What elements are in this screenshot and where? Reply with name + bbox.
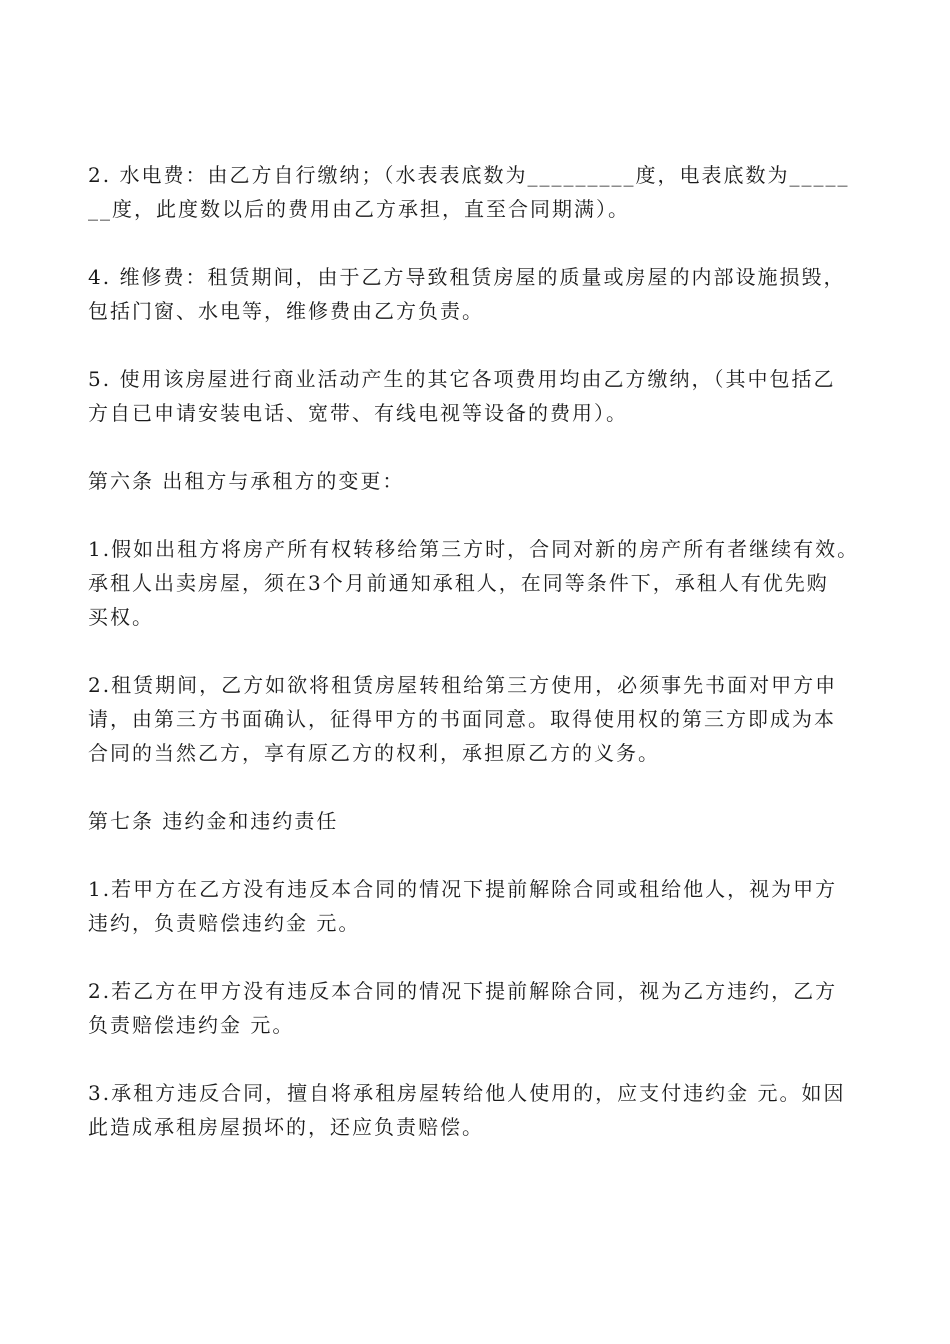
- text-line: 买权。: [88, 605, 154, 629]
- document-page: [88, 158, 878, 1178]
- text-line: 5. 使用该房屋进行商业活动产生的其它各项费用均由乙方缴纳，（其中包括乙: [88, 367, 836, 391]
- text-line: 此造成承租房屋损坏的，还应负责赔偿。: [88, 1115, 484, 1139]
- text-line: 2.租赁期间，乙方如欲将租赁房屋转租给第三方使用，必须事先书面对甲方申: [88, 673, 838, 697]
- utilities-clause: [88, 158, 878, 226]
- text-line: 3.承租方违反合同，擅自将承租房屋转给他人使用的，应支付违约金 元。如因: [88, 1081, 846, 1105]
- text-line: 1.假如出租方将房产所有权转移给第三方时，合同对新的房产所有者继续有效。: [88, 537, 860, 561]
- text-line: 违约，负责赔偿违约金 元。: [88, 911, 361, 935]
- text-line: 2. 水电费：由乙方自行缴纳；（水表表底数为_________度，电表底数为_____: [88, 163, 850, 187]
- article-seven-item-1: [88, 872, 878, 940]
- text-line: 承租人出卖房屋，须在3个月前通知承租人，在同等条件下，承租人有优先购: [88, 571, 829, 595]
- text-line: 请，由第三方书面确认，征得甲方的书面同意。取得使用权的第三方即成为本: [88, 707, 836, 731]
- maintenance-clause: [88, 260, 878, 328]
- text-line: __度，此度数以后的费用由乙方承担，直至合同期满）。: [88, 197, 630, 221]
- section-heading: 第七条 违约金和违约责任: [88, 809, 339, 833]
- article-six-item-2: [88, 668, 878, 770]
- text-line: 1.若甲方在乙方没有违反本合同的情况下提前解除合同或租给他人，视为甲方: [88, 877, 838, 901]
- text-line: 包括门窗、水电等，维修费由乙方负责。: [88, 299, 484, 323]
- article-seven-item-3: [88, 1076, 878, 1144]
- text-line: 合同的当然乙方，享有原乙方的权利，承担原乙方的义务。: [88, 741, 660, 765]
- text-line: 方自已申请安装电话、宽带、有线电视等设备的费用）。: [88, 401, 628, 425]
- article-six-item-1: [88, 532, 878, 634]
- article-seven-item-2: [88, 974, 878, 1042]
- section-heading: 第六条 出租方与承租方的变更：: [88, 469, 405, 493]
- business-fees-clause: [88, 362, 878, 430]
- text-line: 负责赔偿违约金 元。: [88, 1013, 295, 1037]
- article-seven-heading: [88, 804, 878, 838]
- article-six-heading: [88, 464, 878, 498]
- text-line: 2.若乙方在甲方没有违反本合同的情况下提前解除合同，视为乙方违约，乙方: [88, 979, 838, 1003]
- text-line: 4. 维修费：租赁期间，由于乙方导致租赁房屋的质量或房屋的内部设施损毁，: [88, 265, 846, 289]
